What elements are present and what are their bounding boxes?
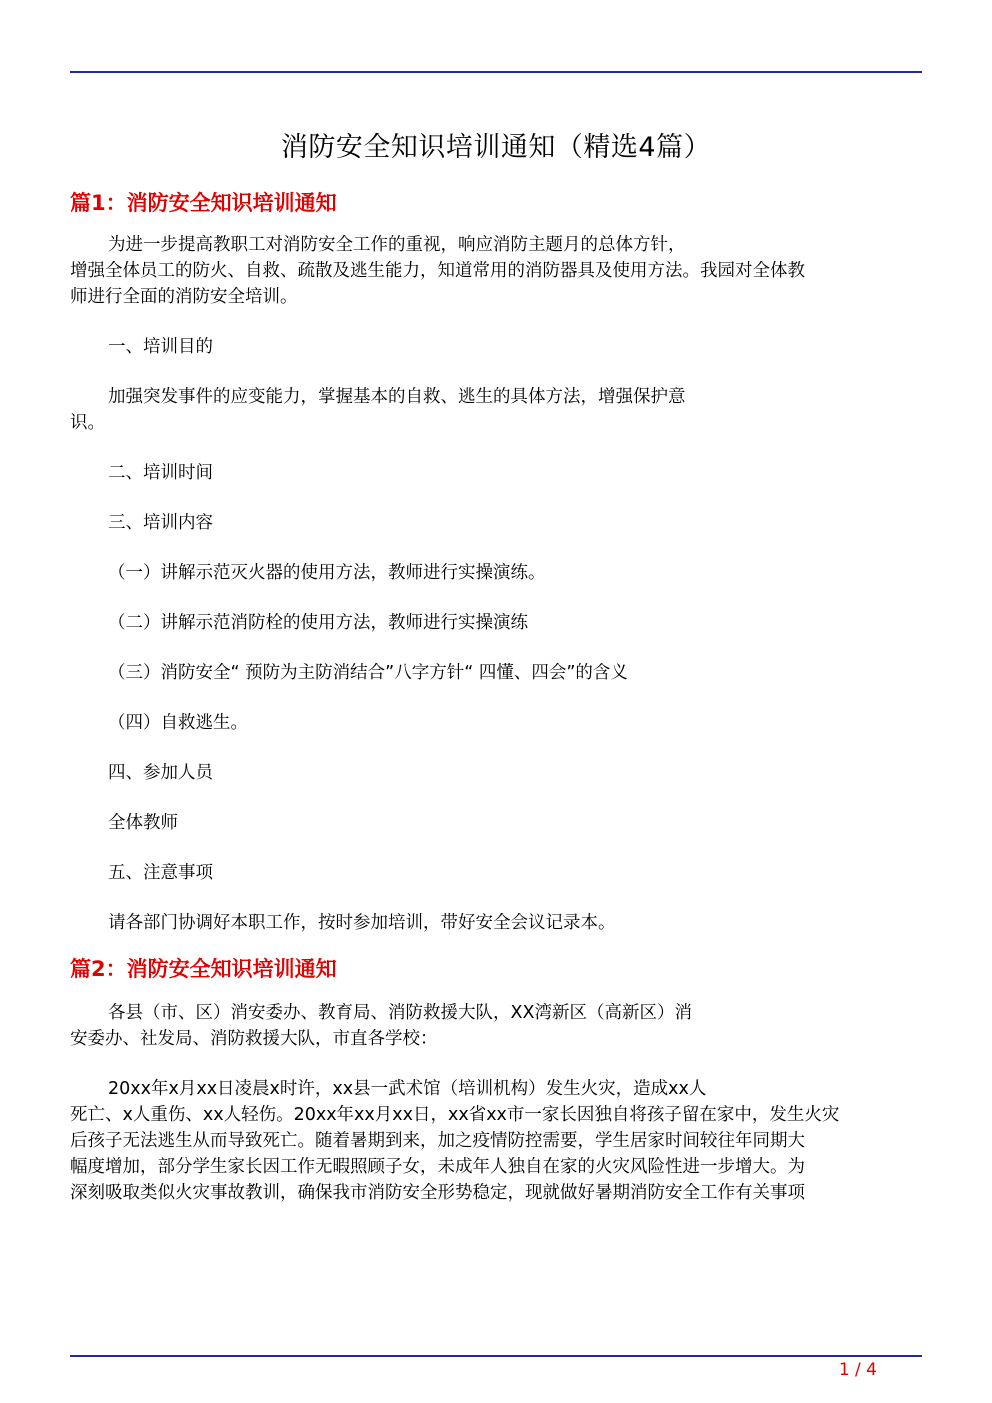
page-indicator: 1 / 4 (838, 1360, 877, 1380)
body-line: 识。 (70, 413, 105, 433)
section-2-addressee (70, 1000, 915, 1052)
item-5-title: 五、注意事项 (108, 863, 213, 883)
addressee-line: 各县（市、区）消安委办、教育局、消防救援大队，XX湾新区（高新区）消 (108, 1003, 692, 1023)
content-item-3: （三）消防安全“ 预防为主防消结合”八字方针“ 四懂、四会”的含义 (108, 663, 628, 683)
document-body (70, 188, 915, 1206)
header-rule (70, 71, 922, 73)
document-title: 消防安全知识培训通知（精选4篇） (280, 132, 712, 163)
body-line: 20xx年x月xx日凌晨x时许，xx县一武术馆（培训机构）发生火灾，造成xx人 (108, 1079, 707, 1099)
section-2-heading: 篇2：消防安全知识培训通知 (70, 957, 337, 981)
section-1-heading: 篇1：消防安全知识培训通知 (70, 191, 337, 215)
content-item-2: （二）讲解示范消防栓的使用方法，教师进行实操演练 (108, 613, 528, 633)
body-line: 后孩子无法逃生从而导致死亡。随着暑期到来，加之疫情防控需要，学生居家时间较往年同期大 (70, 1131, 805, 1151)
section-2-body (70, 1076, 915, 1206)
item-3-title: 三、培训内容 (108, 513, 213, 533)
intro-line: 为进一步提高教职工对消防安全工作的重视，响应消防主题月的总体方针， (108, 235, 686, 255)
body-line: 幅度增加，部分学生家长因工作无暇照顾子女，未成年人独自在家的火灾风险性进一步增大。为 (70, 1157, 805, 1177)
item-4-value: 全体教师 (108, 813, 178, 833)
section-1-intro (70, 232, 915, 310)
item-2-title: 二、培训时间 (108, 463, 213, 483)
content-item-4: （四）自救逃生。 (108, 713, 248, 733)
item-1-title: 一、培训目的 (108, 337, 213, 357)
intro-line: 师进行全面的消防安全培训。 (70, 287, 298, 307)
body-line: 深刻吸取类似火灾事故教训，确保我市消防安全形势稳定，现就做好暑期消防安全工作有关事项 (70, 1183, 805, 1203)
item-5-value: 请各部门协调好本职工作，按时参加培训，带好安全会议记录本。 (108, 913, 616, 933)
body-line: 加强突发事件的应变能力，掌握基本的自救、逃生的具体方法，增强保护意 (108, 387, 686, 407)
item-4-title: 四、参加人员 (108, 763, 213, 783)
addressee-line: 安委办、社发局、消防救援大队，市直各学校： (70, 1029, 438, 1049)
body-line: 死亡、x人重伤、xx人轻伤。20xx年xx月xx日，xx省xx市一家长因独自将孩子留在家中，发生火灾 (70, 1105, 840, 1125)
content-item-1: （一）讲解示范灭火器的使用方法，教师进行实操演练。 (108, 563, 546, 583)
intro-line: 增强全体员工的防火、自救、疏散及逃生能力，知道常用的消防器具及使用方法。我园对全体教 (70, 261, 805, 281)
footer-rule (70, 1355, 922, 1357)
item-1-body (70, 384, 915, 436)
